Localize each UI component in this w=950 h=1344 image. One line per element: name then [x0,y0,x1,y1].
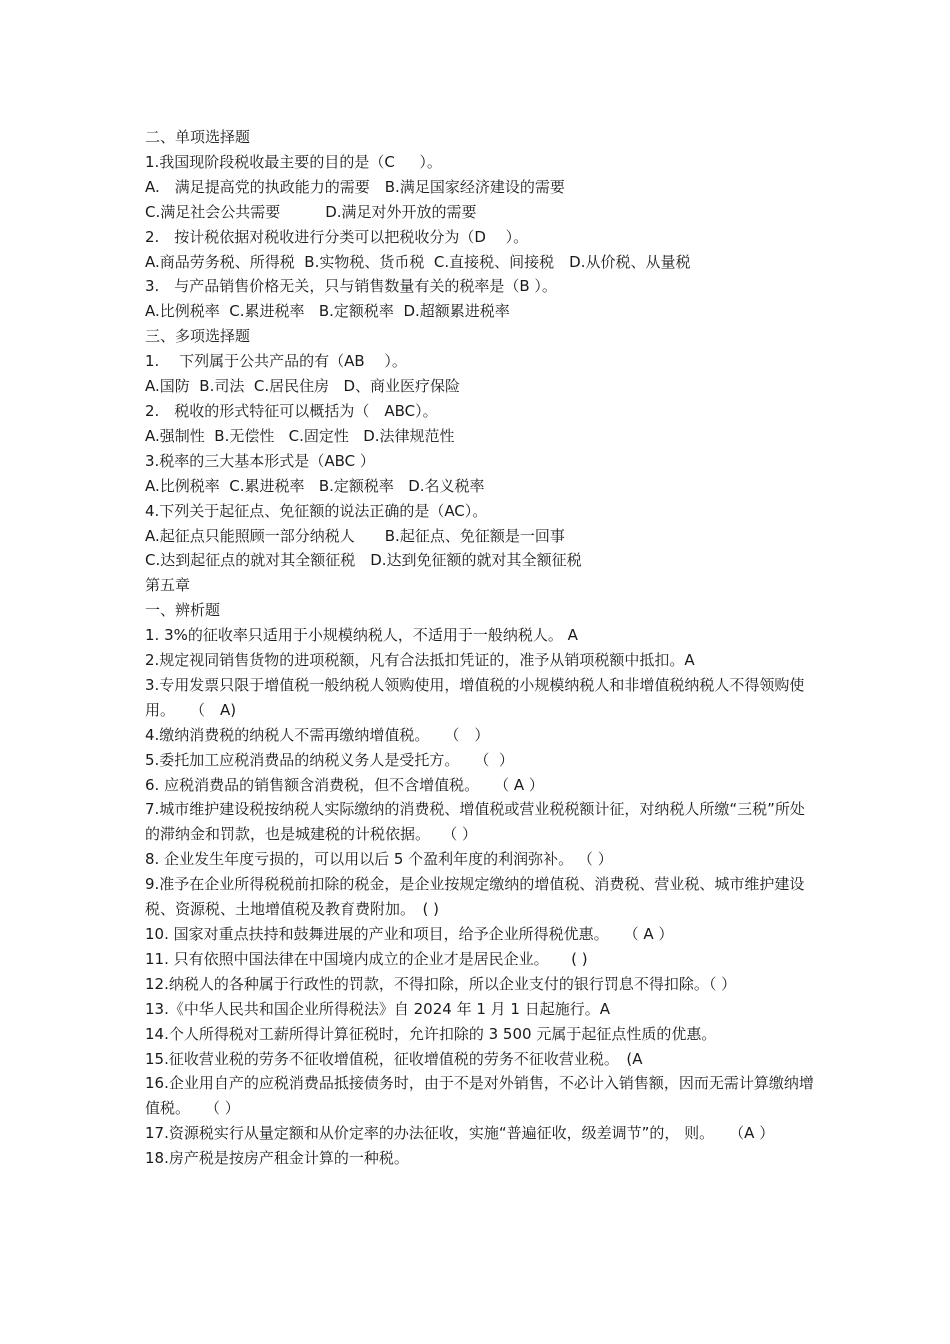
document-page [145,125,815,1171]
question-line: 8. 企业发生年度亏损的，可以用以后 5 个盈利年度的利润弥补。 （ ） [145,850,613,869]
question-line: 15.征收营业税的劳务不征收增值税，征收增值税的劳务不征收营业税。 (A [145,1049,643,1068]
option-line: C.达到起征点的就对其全额征税 D.达到免征额的就对其全额征税 [145,551,582,570]
question-line: 6. 应税消费品的销售额含消费税，但不含增值税。 （ A ） [145,775,544,794]
option-line: A.国防 B.司法 C.居民住房 D、商业医疗保险 [145,377,460,396]
section-heading-analysis: 一、辨析题 [145,601,221,620]
option-line: A.商品劳务税、所得税 B.实物税、货币税 C.直接税、间接税 D.从价税、从量税 [145,252,691,271]
question-line: 14.个人所得税对工薪所得计算征税时，允许扣除的 3 500 元属于起征点性质的优惠。 [145,1024,717,1043]
question-line: 3.专用发票只限于增值税一般纳税人领购使用，增值税的小规模纳税人和非增值税纳税人不得领购使用。 （ A) [145,675,805,719]
question-line: 12.纳税人的各种属于行政性的罚款，不得扣除，所以企业支付的银行罚息不得扣除。（ ） [145,974,737,993]
question-line: 2.规定视同销售货物的进项税额，凡有合法抵扣凭证的，准予从销项税额中抵扣。A [145,651,695,670]
question-line: 4.缴纳消费税的纳税人不需再缴纳增值税。 （ ） [145,725,490,744]
question-line: 1. 下列属于公共产品的有（AB ）。 [145,352,407,371]
question-line: 5.委托加工应税消费品的纳税义务人是受托方。 （ ） [145,750,514,769]
question-line: 11. 只有依照中国法律在中国境内成立的企业才是居民企业。 ( ) [145,949,588,968]
question-line: 13.《中华人民共和国企业所得税法》自 2024 年 1 月 1 日起施行。A [145,999,610,1018]
question-line: 1.我国现阶段税收最主要的目的是（C ）。 [145,152,442,171]
option-line: A.起征点只能照顾一部分纳税人 B.起征点、免征额是一回事 [145,526,565,545]
question-line: 1. 3%的征收率只适用于小规模纳税人，不适用于一般纳税人。 A [145,626,578,645]
question-line: 4.下列关于起征点、免征额的说法正确的是（AC）。 [145,501,488,520]
section-heading-single-choice: 二、单项选择题 [145,128,251,146]
question-line: 16.企业用自产的应税消费品抵接债务时，由于不是对外销售，不必计入销售额，因而无需计算缴纳增值税。 （ ） [145,1074,814,1118]
question-line: 3. 与产品销售价格无关，只与销售数量有关的税率是（B ）。 [145,277,557,296]
option-line: A. 满足提高党的执政能力的需要 B.满足国家经济建设的需要 [145,177,565,196]
question-line: 9.准予在企业所得税税前扣除的税金，是企业按规定缴纳的增值税、消费税、营业税、城市维护建设税、资源税、土地增值税及教育费附加。 ( ) [145,875,805,919]
section-heading-multiple-choice: 三、多项选择题 [145,327,251,346]
option-line: A.强制性 B.无偿性 C.固定性 D.法律规范性 [145,426,455,445]
option-line: A.比例税率 C.累进税率 B.定额税率 D.超额累进税率 [145,302,510,321]
question-line: 7.城市维护建设税按纳税人实际缴纳的消费税、增值税或营业税税额计征，对纳税人所缴“三税”所处的滞纳金和罚款，也是城建税的计税依据。 （ ） [145,800,805,844]
option-line: A.比例税率 C.累进税率 B.定额税率 D.名义税率 [145,476,485,495]
option-line: C.满足社会公共需要 D.满足对外开放的需要 [145,202,477,221]
question-line: 10. 国家对重点扶持和鼓舞进展的产业和项目，给予企业所得税优惠。 （ A ） [145,925,674,943]
question-line: 2. 税收的形式特征可以概括为（ ABC）。 [145,401,438,420]
question-line: 17.资源税实行从量定额和从价定率的办法征收，实施“普遍征收，级差调节”的， 则。 （A ） [145,1124,775,1143]
question-line: 18.房产税是按房产租金计算的一种税。 [145,1149,409,1168]
chapter-heading: 第五章 [145,576,191,595]
question-line: 2. 按计税依据对税收进行分类可以把税收分为（D ）。 [145,227,529,246]
question-line: 3.税率的三大基本形式是（ABC ） [145,451,375,470]
